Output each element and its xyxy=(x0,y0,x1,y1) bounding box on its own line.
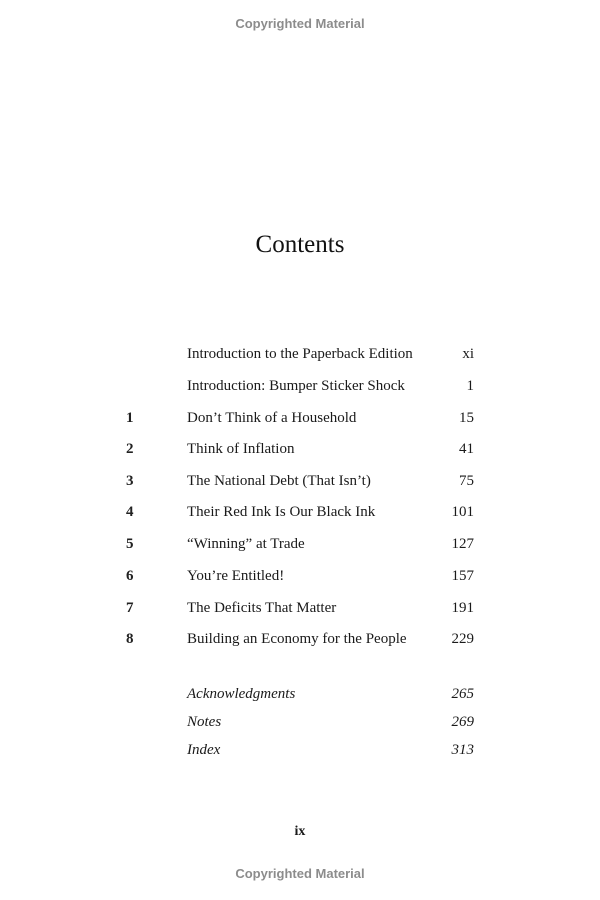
back-matter-title: Acknowledgments xyxy=(187,686,296,702)
page-number: 101 xyxy=(451,504,474,520)
page-number: 75 xyxy=(459,473,474,489)
back-matter-title: Index xyxy=(187,742,221,758)
chapter-title: “Winning” at Trade xyxy=(187,536,305,552)
page-number: 229 xyxy=(451,631,474,647)
chapter-title: Introduction: Bumper Sticker Shock xyxy=(187,378,405,394)
page-number: 191 xyxy=(451,600,474,616)
toc-entry[interactable] xyxy=(0,501,600,523)
page-number: 127 xyxy=(451,536,474,552)
chapter-number: 3 xyxy=(126,473,134,489)
page-number: 265 xyxy=(451,686,474,702)
copyright-watermark-bottom: Copyrighted Material xyxy=(235,866,365,881)
toc-entry[interactable] xyxy=(0,628,600,650)
page-number: 1 xyxy=(466,378,474,394)
back-matter-entry[interactable] xyxy=(0,739,600,761)
chapter-title: The Deficits That Matter xyxy=(187,600,337,616)
chapter-title: Think of Inflation xyxy=(187,441,295,457)
page-title: Contents xyxy=(255,231,345,258)
page-number: 41 xyxy=(459,441,474,457)
back-matter-entry[interactable] xyxy=(0,711,600,733)
chapter-number: 7 xyxy=(126,600,134,616)
chapter-title: You’re Entitled! xyxy=(187,568,285,584)
chapter-title: Don’t Think of a Household xyxy=(187,410,357,426)
chapter-title: Their Red Ink Is Our Black Ink xyxy=(187,504,376,520)
copyright-watermark-top: Copyrighted Material xyxy=(235,16,365,31)
page-number: 313 xyxy=(451,742,474,758)
chapter-number: 8 xyxy=(126,631,134,647)
back-matter-title: Notes xyxy=(187,714,222,730)
chapter-number: 5 xyxy=(126,536,134,552)
chapter-number: 2 xyxy=(126,441,134,457)
back-matter-entry[interactable] xyxy=(0,683,600,705)
page-number: 269 xyxy=(451,714,474,730)
chapter-title: Introduction to the Paperback Edition xyxy=(187,346,413,362)
page-folio: ix xyxy=(294,824,306,839)
chapter-number: 6 xyxy=(126,568,134,584)
page-number: 157 xyxy=(451,568,474,584)
page-number: xi xyxy=(462,346,474,362)
toc-entry[interactable] xyxy=(0,597,600,619)
toc-entry[interactable] xyxy=(0,565,600,587)
toc-entry[interactable] xyxy=(0,438,600,460)
toc-entry[interactable] xyxy=(0,533,600,555)
toc-entry[interactable] xyxy=(0,343,600,365)
chapter-title: The National Debt (That Isn’t) xyxy=(187,473,371,489)
chapter-title: Building an Economy for the People xyxy=(187,631,407,647)
toc-entry[interactable] xyxy=(0,407,600,429)
chapter-number: 4 xyxy=(126,504,134,520)
chapter-number: 1 xyxy=(126,410,134,426)
toc-entry[interactable] xyxy=(0,375,600,397)
toc-entry[interactable] xyxy=(0,470,600,492)
page-number: 15 xyxy=(459,410,474,426)
